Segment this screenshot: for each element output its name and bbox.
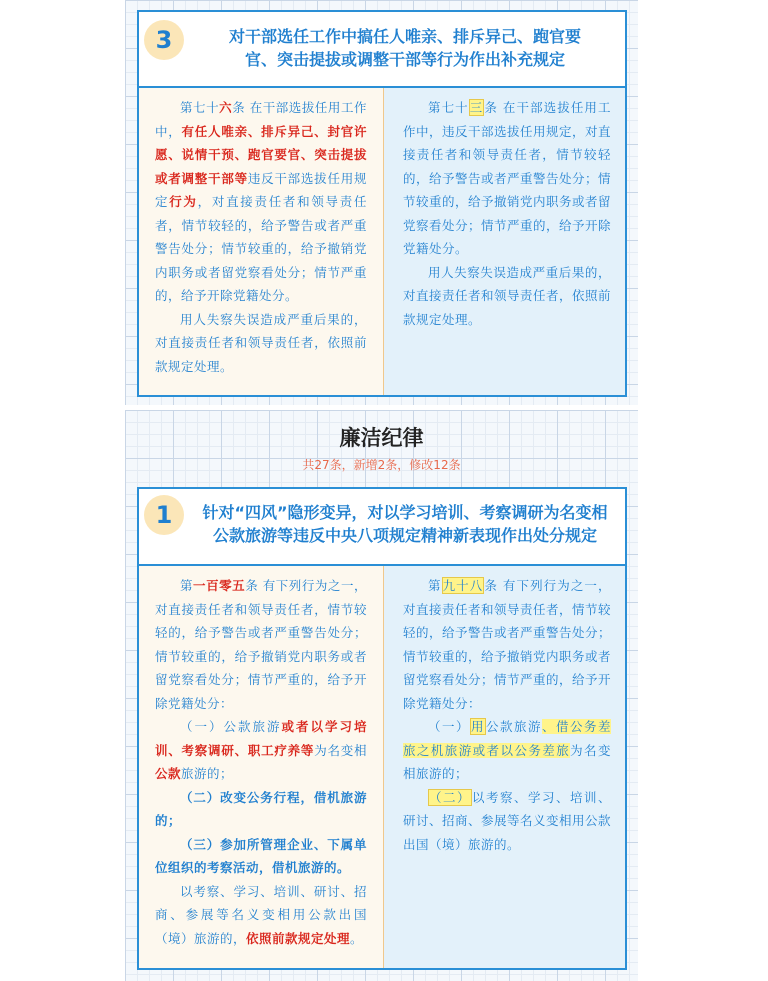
article-text: 违反干部选拔任用规定: [155, 170, 367, 209]
section-subtitle: 共27条，新增2条，修改12条: [302, 458, 461, 472]
panel-title: [191, 501, 619, 547]
article-text: 为名变相旅游的；: [403, 742, 611, 781]
highlighted-text: 、借公务差旅之机旅游或者以公务差旅: [403, 719, 611, 758]
panel-title-line1: 针对“四风”隐形变异，对以学习培训、考察调研为名变相: [202, 503, 608, 522]
article-text: 条 有下列行为之一，对直接责任者和领导责任者，情节较轻的，给予警告或者严重警告处分；情节较重的，给予撤销党内职务或者留党察看处分；情节严重的，给予开除党籍处分：: [155, 578, 367, 711]
old-article-item-2: [403, 786, 611, 857]
article-text: 旅游的；: [181, 766, 234, 781]
old-rule-column: [384, 88, 625, 395]
section-title: 廉洁纪律: [339, 426, 424, 450]
old-article-paragraph-2: 用人失察失误造成严重后果的，对直接责任者和领导责任者，依照前款规定处理。: [403, 264, 612, 327]
new-article-paragraph-2: 用人失察失误造成严重后果的，对直接责任者和领导责任者，依照前款规定处理。: [155, 311, 367, 374]
added-text: 有任人唯亲、排斥异己、封官许愿、说情干预、跑官要官、突击提拔或者调整干部等: [155, 123, 367, 186]
highlighted-article-number: 九十八: [442, 578, 484, 593]
article-prefix: 第: [428, 578, 442, 593]
article-text: 以考察、学习、培训、研讨、招商、参展等名义变相用公款出国（境）旅游的，: [155, 883, 367, 946]
rule-panel-3: [137, 10, 627, 397]
new-article-item-2: （二）改变公务行程，借机旅游的；: [155, 789, 367, 828]
article-text: （一）公款旅游: [180, 719, 282, 734]
highlighted-article-number: 三: [469, 100, 484, 115]
article-text: ，对直接责任者和领导责任者，情节较轻的，给予警告或者严重警告处分；情节较重的，给予撤销党内职务或者留党察看处分；情节严重的，给予开除党籍处分。: [155, 194, 367, 303]
article-text: （一）: [428, 719, 470, 734]
added-text: 或者以学习培训、考察调研、职工疗养等: [155, 719, 367, 758]
item-number-badge: 3: [144, 20, 184, 60]
new-article-paragraph: [155, 96, 367, 308]
article-text: 以考察、学习、培训、研讨、招商、参展等名义变相用公款出国（境）旅游的。: [403, 789, 612, 852]
new-rule-column: [139, 88, 384, 395]
new-rule-column: [139, 566, 384, 968]
new-article-item-1: [155, 715, 367, 786]
panel-title-line2: 官、突击提拔或调整干部等行为作出补充规定: [244, 50, 565, 69]
old-rule-column: [384, 566, 625, 968]
old-article-paragraph: [403, 96, 611, 261]
added-text: 公款: [155, 766, 182, 781]
panel-header: [139, 12, 625, 88]
changed-article-number: 一百零五: [193, 578, 246, 593]
added-text: 行为: [169, 194, 198, 209]
new-article-paragraph-2: [155, 880, 367, 951]
article-text: 条 有下列行为之一，对直接责任者和领导责任者，情节较轻的，给予警告或者严重警告处分；情节较重的，给予撤销党内职务或者留党察看处分；情节严重的，给予开除党籍处分：: [403, 578, 612, 711]
highlighted-text: （二）: [429, 789, 471, 805]
added-text: 依照前款规定处理: [246, 930, 351, 946]
rule-panel-1: [137, 487, 627, 970]
article-text: 公款旅游: [486, 719, 542, 734]
panel-title-line1: 对干部选任工作中搞任人唯亲、排斥异己、跑官要: [228, 27, 581, 46]
old-article-item-1: [403, 715, 611, 786]
article-text: 为名变相: [314, 742, 367, 758]
old-article-paragraph: [403, 574, 611, 715]
new-article-item-3: （三）参加所管理企业、下属单位组织的考察活动，借机旅游的。: [155, 836, 367, 875]
item-number-badge: 1: [144, 495, 184, 535]
new-article-paragraph: [155, 574, 367, 715]
article-prefix: 第: [180, 578, 194, 593]
article-text: 条 在干部选拔任用工作中，: [155, 100, 367, 139]
panel-title: [191, 25, 619, 71]
article-prefix: 第七十: [428, 100, 469, 115]
panel-title-line2: 公款旅游等违反中央八项规定精神新表现作出处分规定: [212, 526, 597, 545]
article-prefix: 第七十: [180, 100, 220, 115]
article-text: 。: [350, 930, 364, 946]
highlighted-text: 用: [471, 719, 485, 734]
changed-article-number: 六: [219, 100, 233, 115]
panel-header: [139, 489, 625, 566]
article-text: 条 在干部选拔任用工作中，违反干部选拔任用规定，对直接责任者和领导责任者，情节较轻的，给予警告或者严重警告处分；情节较重的，给予撤销党内职务或者留党察看处分；情节严重的，给予开除党籍处分。: [403, 100, 612, 256]
